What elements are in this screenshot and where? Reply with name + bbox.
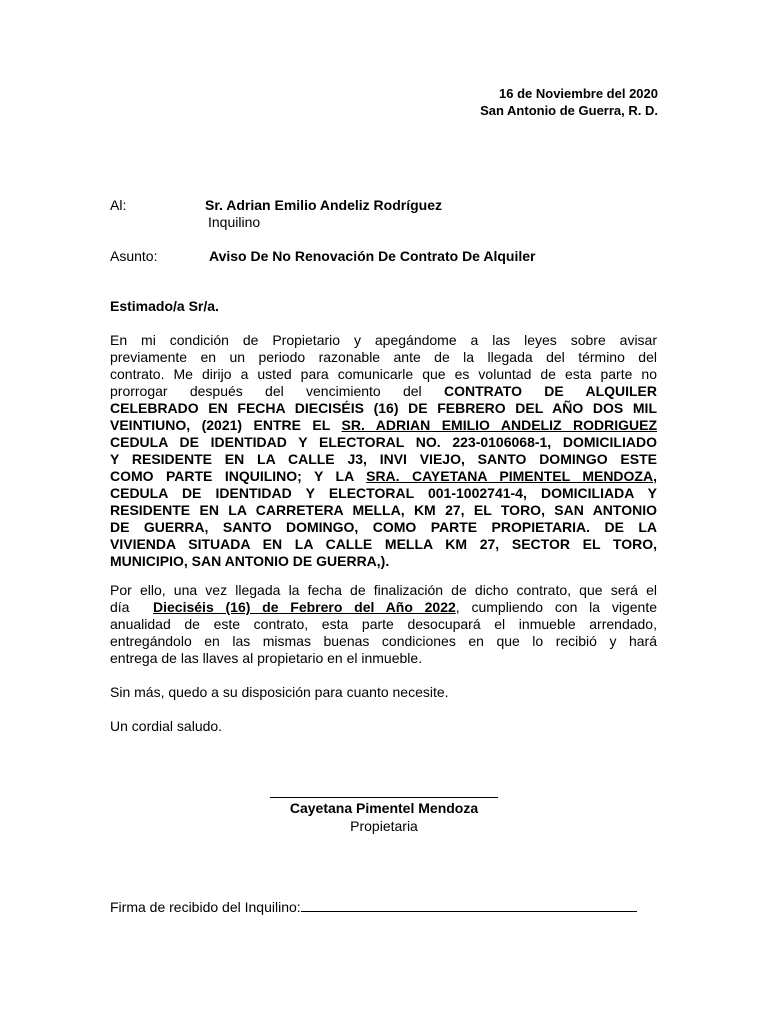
recipient-label: Al: (110, 197, 127, 213)
closing-line: Sin más, quedo a su disposición para cuanto necesite. (110, 684, 449, 700)
receipt-signature-field (110, 899, 657, 916)
recipient-role: Inquilino (208, 214, 261, 230)
letter-date: 16 de Noviembre del 2020 (499, 86, 658, 101)
recipient-name: Sr. Adrian Emilio Andeliz Rodríguez (205, 197, 442, 213)
paragraph-line: entrega de las llaves al propietario en el inmueble. (110, 650, 423, 666)
paragraph-line (110, 468, 657, 485)
paragraph-line: CEDULA DE IDENTIDAD Y ELECTORAL 001-1002741-4, DOMICILIADA Y (110, 485, 657, 501)
end-date-underlined: Dieciséis (16) de Febrero del Año 2022 (153, 599, 456, 615)
paragraph-line: RESIDENTE EN LA CARRETERA MELLA, KM 27, EL TORO, SAN ANTONIO (110, 502, 657, 518)
signature-line (270, 797, 498, 798)
paragraph-line: CEDULA DE IDENTIDAD Y ELECTORAL NO. 223-0106068-1, DOMICILIADO (110, 434, 657, 450)
body-paragraph-1 (110, 332, 657, 570)
paragraph-line: Y RESIDENTE EN LA CALLE J3, INVI VIEJO, SANTO DOMINGO ESTE (110, 451, 657, 467)
paragraph-line (110, 383, 657, 400)
paragraph-line: DE GUERRA, SANTO DOMINGO, COMO PARTE PROPIETARIA. DE LA (110, 519, 657, 535)
body-paragraph-2 (110, 582, 657, 667)
paragraph-line: entregándolo en las mismas buenas condiciones en que lo recibió y hará (110, 633, 657, 649)
closing-greeting: Un cordial saludo. (110, 718, 223, 734)
tenant-name-underlined: SR. ADRIAN EMILIO ANDELIZ RODRIGUEZ (341, 417, 658, 433)
paragraph-line: CELEBRADO EN FECHA DIECISÉIS (16) DE FEBRERO DEL AÑO DOS MIL (110, 400, 657, 416)
letter-date-block (480, 85, 658, 119)
paragraph-text: VEINTIUNO, (2021) ENTRE EL (110, 417, 331, 433)
letter-place: San Antonio de Guerra, R. D. (480, 103, 658, 118)
subject-label: Asunto: (110, 248, 158, 264)
paragraph-line: previamente en un periodo razonable ante de la llegada del término del (110, 349, 657, 365)
receipt-signature-line (301, 899, 637, 912)
signer-name: Cayetana Pimentel Mendoza (289, 800, 479, 816)
paragraph-line (110, 599, 657, 616)
paragraph-line: Por ello, una vez llegada la fecha de finalización de dicho contrato, que será el (110, 582, 657, 598)
paragraph-line: anualidad de este contrato, esta parte desocupará el inmueble arrendado, (110, 616, 657, 632)
paragraph-line: En mi condición de Propietario y apegándome a las leyes sobre avisar (110, 332, 657, 348)
paragraph-line (110, 417, 657, 434)
signer-role: Propietaria (350, 818, 418, 834)
receipt-label: Firma de recibido del Inquilino: (110, 899, 301, 915)
paragraph-text: prorrogar después del vencimiento del (110, 383, 422, 399)
paragraph-text: día (110, 599, 130, 615)
paragraph-line: contrato. Me dirijo a usted para comunicarle que es voluntad de esta parte no (110, 366, 657, 382)
paragraph-text: COMO PARTE INQUILINO; Y LA (110, 468, 354, 484)
paragraph-line: VIVIENDA SITUADA EN LA CALLE MELLA KM 27, SECTOR EL TORO, (110, 536, 657, 552)
paragraph-line: MUNICIPIO, SAN ANTONIO DE GUERRA,). (110, 553, 390, 569)
owner-name-underlined: SRA. CAYETANA PIMENTEL MENDOZA, (366, 468, 657, 484)
contract-title: CONTRATO DE ALQUILER (443, 383, 658, 399)
salutation: Estimado/a Sr/a. (110, 298, 219, 314)
subject-text: Aviso De No Renovación De Contrato De Alquiler (209, 248, 536, 264)
paragraph-text: , cumpliendo con la vigente (455, 599, 657, 615)
